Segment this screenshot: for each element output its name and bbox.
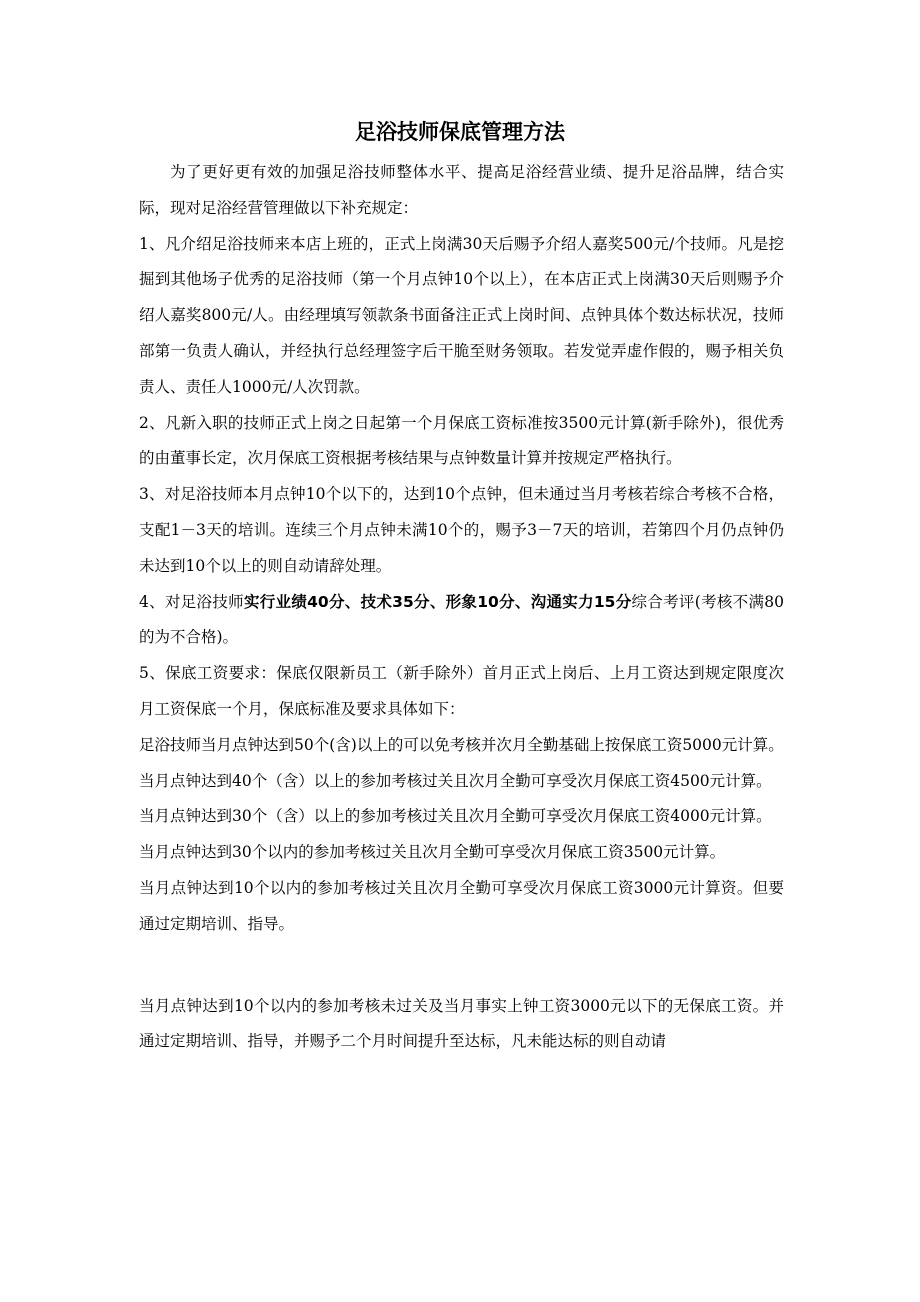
final-paragraph: 当月点钟达到10个以内的参加考核未过关及当月事实上钟工资3000元以下的无保底工资。并通过定期培训、指导，并赐予二个月时间提升至达标，凡未能达标的则自动请 [139,996,784,1051]
clause-4-emphasis: 实行业绩40分、技术35分、形象10分、沟通实力15分 [243,592,632,611]
document-body [139,155,784,1060]
clause-4-suffix: 综合考评(考核不满80的为不合格)。 [139,592,784,647]
paragraph-gap [139,943,784,989]
clause-5: 5、保底工资要求：保底仅限新员工（新手除外）首月正式上岗后、上月工资达到规定限度次月工资保底一个月，保底标准及要求具体如下： [139,664,784,718]
clause-1: 1、凡介绍足浴技师来本店上班的，正式上岗满30天后赐予介绍人嘉奖500元/个技师。凡是挖掘到其他场子优秀的足浴技师（第一个月点钟10个以上），在本店正式上岗满30天后则赐予介绍人嘉奖800元/人。由经理填写领款条书面备注正式上岗时间、点钟具体个数达标状况，技师部第一负责人确认，并经执行总经理签字后干脆至财务领取。若发觉弄虚作假的，赐予相关负责人、责任人1000元/人次罚款。 [139,234,784,396]
rule-item: 当月点钟达到40个（含）以上的参加考核过关且次月全勤可享受次月保底工资4500元计算。 [139,771,772,790]
rule-item: 足浴技师当月点钟达到50个(含)以上的可以免考核并次月全勤基础上按保底工资5000元计算。 [139,735,784,754]
rule-item: 当月点钟达到10个以内的参加考核过关且次月全勤可享受次月保底工资3000元计算资。但要通过定期培训、指导。 [139,878,784,933]
document-title: 足浴技师保底管理方法 [355,120,565,144]
clause-3: 3、对足浴技师本月点钟10个以下的，达到10个点钟，但未通过当月考核若综合考核不合格，支配1－3天的培训。连续三个月点钟未满10个的，赐予3－7天的培训，若第四个月仍点钟仍未达到10个以上的则自动请辞处理。 [139,485,784,575]
intro-paragraph: 为了更好更有效的加强足浴技师整体水平、提高足浴经营业绩、提升足浴品牌，结合实际，现对足浴经营管理做以下补充规定： [139,163,784,217]
clause-4-prefix: 4、对足浴技师 [139,592,244,611]
rule-item: 当月点钟达到30个以内的参加考核过关且次月全勤可享受次月保底工资3500元计算。 [139,843,726,862]
clause-4 [139,585,784,657]
clause-2: 2、凡新入职的技师正式上岗之日起第一个月保底工资标准按3500元计算(新手除外)，很优秀的由董事长定，次月保底工资根据考核结果与点钟数量计算并按规定严格执行。 [139,413,784,468]
rule-item: 当月点钟达到30个（含）以上的参加考核过关且次月全勤可享受次月保底工资4000元计算。 [139,807,772,826]
